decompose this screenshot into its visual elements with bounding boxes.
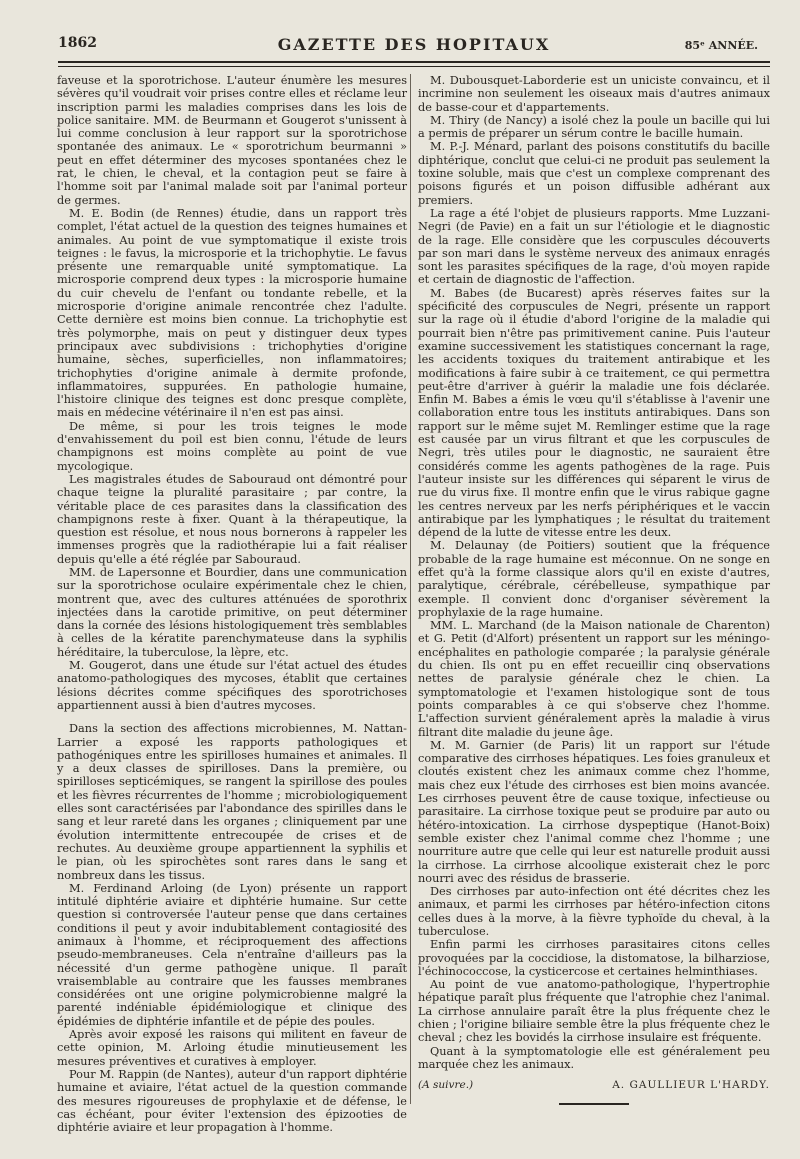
left-column: [57, 74, 407, 1134]
paragraph: De même, si pour les trois teignes le mode d'envahissement du poil est bien connu, l'étude de leurs champignons est moins complète au point de vue mycologique.: [57, 419, 407, 473]
paragraph: M. Dubousquet-Laborderie est un uniciste convaincu, et il incrimine non seulement les oiseaux mais d'autres animaux de basse-cour et d'appartements.: [418, 74, 770, 114]
continued-note: (A suivre.): [418, 1079, 474, 1092]
year-label: 85ᵉ ANNÉE.: [684, 39, 758, 52]
paragraph: Au point de vue anatomo-pathologique, l'hypertrophie hépatique paraît plus fréquente que l'atrophie chez l'animal. La cirrhose annulaire paraît être la plus fréquente chez le chien ; l'origine biliaire semble être la plus fréquente chez le cheval ; chez les bovidés la cirrhose insulaire est fréquente.: [418, 978, 770, 1045]
paragraph: Enfin parmi les cirrhoses parasitaires citons celles provoquées par la coccidiose, la distomatose, la bilharziose, l'échinococcose, la cysticercose et certaines helminthiases.: [418, 938, 770, 978]
paragraph: M. Gougerot, dans une étude sur l'état actuel des études anatomo-pathologiques des mycoses, établit que certaines lésions décrites comme spécifiques des sporotrichoses appartiennent aussi à bien d'autres mycoses.: [57, 659, 407, 712]
paragraph: M. Ferdinand Arloing (de Lyon) présente un rapport intitulé diphtérie aviaire et diphtérie humaine. Sur cette question si controversée l'auteur pense que dans certaines conditions il peut y avoir indubitablement contagiosité des animaux à l'homme, et réciproquement des affections pseudo-membraneuses. Cela n'entraîne d'ailleurs pas la nécessité d'un germe pathogène unique. Il paraît vraisemblable au contraire que les fausses membranes considérées ont une origine polymicrobienne malgré la parenté indéniable épidémiologique et clinique des épidémies de diphtérie infantile et de pépie des poules.: [57, 881, 407, 1028]
paragraph: M. Thiry (de Nancy) a isolé chez la poule un bacille qui lui a permis de préparer un sérum contre le bacille humain.: [418, 113, 770, 141]
paragraph: MM. de Lapersonne et Bourdier, dans une communication sur la sporotrichose oculaire expérimentale chez le chien, montrent que, avec des cultures atténuées de sporothrix injectées dans la carotide primitive, on peut déterminer dans la cornée des lésions histologiquement très semblables à celles de la kératite parenchymateuse dans la syphilis héréditaire, la tuberculose, la lèpre, etc.: [57, 565, 407, 659]
end-ornament-rule: [559, 1103, 629, 1105]
page-number: 1862: [58, 35, 97, 51]
paragraph: M. M. Garnier (de Paris) lit un rapport sur l'étude comparative des cirrhoses hépatiques. Les foies granuleux et cloutés existent chez les animaux comme chez l'homme, mais chez eux l'étude des cirrhoses est bien moins avancée. Les cirrhoses peuvent être de cause toxique, infectieuse ou parasitaire. La cirrhose toxique peut se produire par auto ou hétéro-intoxication. La cirrhose dyspeptique (Hanot-Boix) semble exister chez l'animal comme chez l'homme ; une nourriture autre que celle qui leur est naturelle produit aussi la cirrhose. La cirrhose alcoolique existerait chez le porc nourri avec des résidus de brasserie.: [418, 738, 770, 885]
paragraph: faveuse et la sporotrichose. L'auteur énumère les mesures sévères qu'il voudrait voir prises contre elles et réclame leur inscription parmi les maladies comprises dans les lois de police sanitaire. MM. de Beurmann et Gougerot s'unissent à lui comme conclusion à leur rapport sur la sporotrichose spontanée des animaux. Le « sporotrichum beurmanni » peut en effet déterminer des mycoses spontanées chez le rat, le chien, le cheval, et la contagion peut se faire à l'homme soit par l'animal malade soit par l'animal porteur de germes.: [57, 74, 407, 207]
journal-title: GAZETTE DES HOPITAUX: [277, 35, 551, 54]
paragraph: Quant à la symptomatologie elle est généralement peu marquée chez les animaux.: [418, 1044, 770, 1071]
header-rule-thin: [58, 66, 770, 67]
header-rule: [58, 61, 770, 63]
paragraph: Des cirrhoses par auto-infection ont été décrites chez les animaux, et parmi les cirrhoses par hétéro-infection citons celles dues à la morve, à la fièvre typhoïde du cheval, à la tuberculose.: [418, 885, 770, 938]
paragraph: M. Babes (de Bucarest) après réserves faites sur la spécificité des corpuscules de Negri, présente un rapport sur la rage où il étudie d'abord l'origine de la maladie qui pourrait bien n'être pas primitivement canine. Puis l'auteur examine successivement les statistiques concernant la rage, les accidents toxiques du traitement antirabique et les modifications à faire subir à ce traitement, ce qui permettra peut-être d'arriver à guérir la maladie une fois déclarée. Enfin M. Babes a émis le vœu qu'il s'établisse à l'avenir une collaboration entre tous les instituts antirabiques. Dans son rapport sur le même sujet M. Remlinger estime que la rage est causée par un virus filtrant et que les corpuscules de Negri, très utiles pour le diagnostic, ne sauraient être considérés comme les agents pathogènes de la rage. Puis l'auteur insiste sur les différences qui séparent le virus de rue du virus fixe. Il montre enfin que le virus rabique gagne les centres nerveux par les nerfs périphériques et le vaccin antirabique par les lymphatiques ; le résultat du traitement dépend de la lutte de vitesse entre les deux.: [418, 286, 770, 540]
paragraph: La rage a été l'objet de plusieurs rapports. Mme Luzzani-Negri (de Pavie) en a fait un sur l'étiologie et le diagnostic de la rage. Elle considère que les corpuscules découverts par son mari dans le système nerveux des animaux enragés sont les parasites spécifiques de la rage, d'où moyen rapide et certain de diagnostic de l'affection.: [418, 206, 770, 287]
paragraph: M. P.-J. Ménard, parlant des poisons constitutifs du bacille diphtérique, conclut que celui-ci ne produit pas seulement la toxine soluble, mais que c'est un complexe comprenant des poisons figurés et un poison diffusible adhérant aux premiers.: [418, 140, 770, 207]
paragraph: Après avoir exposé les raisons qui militent en faveur de cette opinion, M. Arloing étudie minutieusement les mesures préventives et curatives à employer.: [57, 1028, 407, 1068]
column-divider: [410, 74, 411, 1104]
author-signature: A. GAULLIEUR L'HARDY.: [612, 1079, 770, 1092]
paragraph: M. Delaunay (de Poitiers) soutient que la fréquence probable de la rage humaine est méconnue. On ne songe en effet qu'à la forme classique alors qu'il en existe d'autres, paralytique, cérébrale, cérébelleuse, sympathique par exemple. Il convient donc d'organiser sévèrement la prophylaxie de la rage humaine.: [418, 539, 770, 619]
right-column: [418, 74, 770, 1105]
paragraph: Pour M. Rappin (de Nantes), auteur d'un rapport diphtérie humaine et aviaire, l'état actuel de la question commande des mesures rigoureuses de prophylaxie et de défense, le cas échéant, pour éviter l'extension des épizooties de diphtérie aviaire et leur propagation à l'homme.: [57, 1067, 407, 1135]
paragraph: Dans la section des affections microbiennes, M. Nattan-Larrier a exposé les rapports pathologiques et pathogéniques entre les spirilloses humaines et animales. Il y a deux classes de spirilloses. Dans la première, ou spirilloses septicémiques, se rangent la spirillose des poules et les fièvres récurrentes de l'homme ; microbiologiquement elles sont caractérisées par l'abondance des spirilles dans le sang et leur rareté dans les organes ; cliniquement par une évolution intermittente entrecoupée de crises et de rechutes. Au deuxième groupe appartiennent la syphilis et le pian, où les spirochètes sont rares dans le sang et nombreux dans les tissus.: [57, 722, 407, 882]
paragraph: MM. L. Marchand (de la Maison nationale de Charenton) et G. Petit (d'Alfort) présentent un rapport sur les méningo-encéphalites en pathologie comparée ; la paralysie générale du chien. Ils ont pu en effet recueillir cinq observations nettes de paralysie générale chez le chien. La symptomatologie et l'examen histologique sont de tous points comparables à ce qui s'observe chez l'homme. L'affection survient généralement après la maladie à virus filtrant dite maladie du jeune âge.: [418, 619, 770, 739]
paragraph: Les magistrales études de Sabouraud ont démontré pour chaque teigne la pluralité parasitaire ; par contre, la véritable place de ces parasites dans la classification des champignons reste à fixer. Quant à la thérapeutique, la question est résolue, et nous nous bornerons à rappeler les immenses progrès que la radiothérapie lui a fait réaliser depuis qu'elle a été réglée par Sabouraud.: [57, 472, 407, 566]
signature-line: [418, 1079, 770, 1092]
paragraph: M. E. Bodin (de Rennes) étudie, dans un rapport très complet, l'état actuel de la question des teignes humaines et animales. Au point de vue symptomatique il existe trois teignes : le favus, la microsporie et la trichophytie. Le favus présente une remarquable unité symptomatique. La microsporie comprend deux types : la microsporie humaine du cuir chevelu de l'enfant ou tondante rebelle, et la microsporie d'origine animale rencontrée chez l'adulte. Cette dernière est moins bien connue. La trichophytie est très polymorphe, mais on peut y distinguer deux types principaux avec subdivisions : trichophyties d'origine humaine, sèches, superficielles, non inflammatoires; trichophyties d'origine animale à dermite profonde, inflammatoires, suppurées. En pathologie humaine, l'histoire clinique des teignes est donc presque complète, mais en médecine vétérinaire il n'en est pas ainsi.: [57, 206, 407, 420]
page-header: [58, 35, 770, 57]
